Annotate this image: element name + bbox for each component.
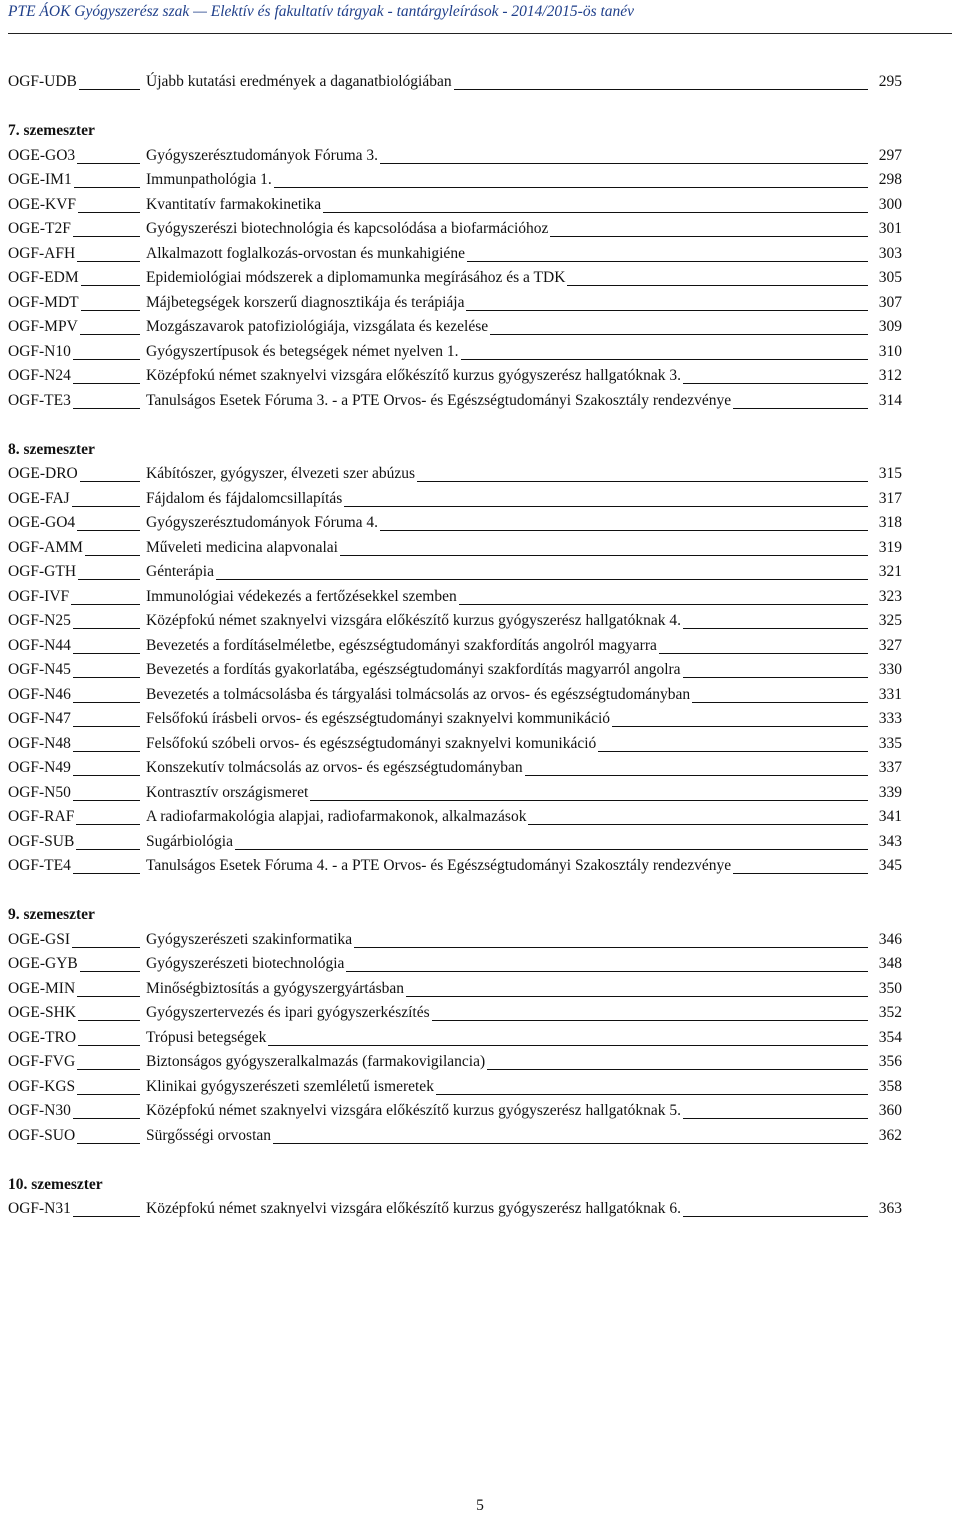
- course-code: OGF-N47: [8, 707, 73, 731]
- toc-entry: [8, 707, 902, 732]
- page-ref: 333: [878, 710, 902, 727]
- page-header: [8, 0, 952, 34]
- page-ref: 301: [878, 220, 902, 237]
- page-ref: 305: [878, 269, 902, 286]
- course-code: OGF-FVG: [8, 1050, 77, 1074]
- course-code: OGE-GO3: [8, 144, 77, 168]
- course-title: Fájdalom és fájdalomcsillapítás: [146, 487, 344, 511]
- spacer: [8, 1148, 902, 1173]
- course-title: Sugárbiológia: [146, 830, 235, 854]
- page-ref: 312: [878, 367, 902, 384]
- course-title: Bevezetés a fordításelméletbe, egészségtudományi szakfordítás angolról magyarra: [146, 634, 659, 658]
- course-code: OGF-N30: [8, 1099, 73, 1123]
- toc-entry: [8, 242, 902, 267]
- page-ref: 298: [878, 171, 902, 188]
- page-ref: 319: [878, 538, 902, 556]
- toc-entry: [8, 168, 902, 193]
- course-title: Gyógyszertípusok és betegségek német nyelven 1.: [146, 340, 461, 364]
- course-code: OGE-TRO: [8, 1026, 78, 1050]
- toc-entry: [8, 952, 902, 977]
- course-code: OGE-SHK: [8, 1001, 78, 1025]
- course-code: OGF-N50: [8, 781, 73, 805]
- course-title: Gyógyszerészeti biotechnológia: [146, 952, 346, 976]
- course-code: OGF-N31: [8, 1197, 73, 1221]
- toc-entry: [8, 315, 902, 340]
- toc-entry: [8, 364, 902, 389]
- toc-entry: [8, 1026, 902, 1051]
- toc-entry: [8, 1075, 902, 1100]
- course-title: Műveleti medicina alapvonalai: [146, 536, 340, 560]
- course-title: Biztonságos gyógyszeralkalmazás (farmakovigilancia): [146, 1050, 487, 1074]
- page-ref: 297: [878, 146, 902, 164]
- page-ref: 318: [878, 514, 902, 531]
- page-number: 5: [476, 1497, 484, 1514]
- page-ref: 330: [878, 661, 902, 678]
- course-code: OGF-N46: [8, 683, 73, 707]
- toc-entry: [8, 1124, 902, 1149]
- toc-entry: [8, 536, 902, 561]
- semester-heading: 8. szemeszter: [8, 440, 95, 458]
- page-ref: 307: [878, 293, 902, 311]
- course-code: OGE-IM1: [8, 168, 74, 192]
- course-title: Felsőfokú írásbeli orvos- és egészségtudományi szaknyelvi kommunikáció: [146, 707, 612, 731]
- course-code: OGF-SUB: [8, 830, 76, 854]
- semester-heading: 9. szemeszter: [8, 906, 95, 923]
- toc-entry: [8, 977, 902, 1002]
- page-ref: 323: [878, 587, 902, 605]
- course-code: OGF-UDB: [8, 70, 79, 94]
- course-code: OGE-KVF: [8, 193, 78, 217]
- course-title: Kvantitatív farmakokinetika: [146, 193, 323, 217]
- toc-entry: [8, 928, 902, 953]
- course-code: OGF-TE3: [8, 389, 73, 413]
- toc-entry: [8, 266, 902, 291]
- toc-entry: [8, 291, 902, 316]
- course-title: Bevezetés a tolmácsolásba és tárgyalási tolmácsolás az orvos- és egészségtudományban: [146, 683, 692, 707]
- course-title: Tanulságos Esetek Fóruma 4. - a PTE Orvos- és Egészségtudományi Szakosztály rendezvénye: [146, 854, 733, 878]
- page-ref: 317: [878, 489, 902, 507]
- course-code: OGF-AMM: [8, 536, 85, 560]
- page-ref: 303: [878, 244, 902, 262]
- toc-entry: [8, 732, 902, 757]
- page-ref: 356: [878, 1053, 902, 1070]
- course-code: OGF-N49: [8, 756, 73, 780]
- course-title: Kontrasztív országismeret: [146, 781, 310, 805]
- page-ref: 346: [878, 930, 902, 948]
- page-ref: 321: [878, 563, 902, 580]
- toc-entry: [8, 658, 902, 683]
- course-title: Bevezetés a fordítás gyakorlatába, egészségtudományi szakfordítás magyarról angolra: [146, 658, 683, 682]
- course-title: A radiofarmakológia alapjai, radiofarmakonok, alkalmazások: [146, 805, 528, 829]
- course-code: OGF-EDM: [8, 266, 81, 290]
- page-ref: 363: [878, 1200, 902, 1217]
- course-title: Gyógyszerésztudományok Fóruma 4.: [146, 511, 380, 535]
- page-ref: 350: [878, 979, 902, 997]
- page-ref: 339: [878, 783, 902, 801]
- toc-entry: [8, 609, 902, 634]
- page-ref: 362: [878, 1126, 902, 1144]
- course-code: OGE-DRO: [8, 462, 80, 486]
- course-code: OGE-T2F: [8, 217, 73, 241]
- table-of-contents: [8, 70, 902, 1222]
- page-ref: 300: [878, 195, 902, 213]
- course-code: OGF-MDT: [8, 291, 81, 315]
- course-title: Felsőfokú szóbeli orvos- és egészségtudományi szaknyelvi komunikáció: [146, 732, 598, 756]
- page-ref: 315: [878, 465, 902, 482]
- course-code: OGF-N25: [8, 609, 73, 633]
- toc-entry: [8, 1001, 902, 1026]
- page-ref: 341: [878, 808, 902, 825]
- course-code: OGF-N24: [8, 364, 73, 388]
- page-ref: 325: [878, 612, 902, 629]
- toc-entry: [8, 193, 902, 218]
- course-title: Mozgászavarok patofiziológiája, vizsgálata és kezelése: [146, 315, 490, 339]
- toc-entry: [8, 340, 902, 365]
- page-ref: 327: [878, 636, 902, 654]
- course-title: Klinikai gyógyszerészeti szemléletű ismeretek: [146, 1075, 436, 1099]
- page-ref: 335: [878, 734, 902, 752]
- course-title: Epidemiológiai módszerek a diplomamunka megírásához és a TDK: [146, 266, 567, 290]
- course-code: OGE-GO4: [8, 511, 77, 535]
- page-ref: 337: [878, 759, 902, 776]
- toc-entry: [8, 756, 902, 781]
- course-title: Középfokú német szaknyelvi vizsgára előkészítő kurzus gyógyszerész hallgatóknak 5.: [146, 1099, 683, 1123]
- toc-entry: [8, 560, 902, 585]
- course-code: OGE-GYB: [8, 952, 80, 976]
- semester-heading: 10. szemeszter: [8, 1175, 103, 1193]
- toc-entry: [8, 634, 902, 659]
- course-title: Immunológiai védekezés a fertőzésekkel szemben: [146, 585, 459, 609]
- toc-entry: [8, 805, 902, 830]
- course-title: Immunpathológia 1.: [146, 168, 274, 192]
- course-code: OGF-N10: [8, 340, 73, 364]
- course-code: OGF-RAF: [8, 805, 76, 829]
- course-code: OGF-N45: [8, 658, 73, 682]
- toc-entry: [8, 389, 902, 414]
- toc-entry: [8, 462, 902, 487]
- course-title: Tanulságos Esetek Fóruma 3. - a PTE Orvos- és Egészségtudományi Szakosztály rendezvénye: [146, 389, 733, 413]
- course-code: OGE-GSI: [8, 928, 72, 952]
- course-title: Középfokú német szaknyelvi vizsgára előkészítő kurzus gyógyszerész hallgatóknak 3.: [146, 364, 683, 388]
- toc-entry: [8, 683, 902, 708]
- page-ref: 358: [878, 1077, 902, 1095]
- semester-heading: 7. szemeszter: [8, 122, 95, 139]
- toc-entry: [8, 781, 902, 806]
- page-ref: 310: [878, 342, 902, 360]
- course-title: Alkalmazott foglalkozás-orvostan és munkahigiéne: [146, 242, 467, 266]
- toc-entry: [8, 1099, 902, 1124]
- page-ref: 348: [878, 955, 902, 972]
- page-ref: 343: [878, 832, 902, 850]
- spacer: [8, 95, 902, 120]
- page-ref: 295: [878, 73, 902, 90]
- toc-entry: [8, 70, 902, 95]
- toc-entry: [8, 144, 902, 169]
- toc-entry: [8, 217, 902, 242]
- title-leader-line: [146, 579, 868, 580]
- course-title: Középfokú német szaknyelvi vizsgára előkészítő kurzus gyógyszerész hallgatóknak 4.: [146, 609, 683, 633]
- title-leader-line: [146, 849, 868, 850]
- course-code: OGF-N48: [8, 732, 73, 756]
- course-title: Gyógyszerészeti szakinformatika: [146, 928, 354, 952]
- toc-entry: [8, 1197, 902, 1222]
- course-title: Sürgősségi orvostan: [146, 1124, 273, 1148]
- toc-entry: [8, 1050, 902, 1075]
- course-title: Gyógyszerésztudományok Fóruma 3.: [146, 144, 380, 168]
- course-title: Kábítószer, gyógyszer, élvezeti szer abúzus: [146, 462, 417, 486]
- course-title: Újabb kutatási eredmények a daganatbiológiában: [146, 70, 454, 94]
- course-title: Gyógyszertervezés és ipari gyógyszerkészítés: [146, 1001, 432, 1025]
- spacer: [8, 879, 902, 904]
- course-code: OGF-TE4: [8, 854, 73, 878]
- page-ref: 345: [878, 857, 902, 874]
- spacer: [8, 413, 902, 438]
- header-title: PTE ÁOK Gyógyszerész szak — Elektív és fakultatív tárgyak - tantárgyleírások - 2014/2015-ös tanév: [8, 3, 635, 20]
- page-ref: 360: [878, 1102, 902, 1119]
- page-ref: 331: [878, 685, 902, 703]
- page-ref: 352: [878, 1004, 902, 1021]
- course-title: Középfokú német szaknyelvi vizsgára előkészítő kurzus gyógyszerész hallgatóknak 6.: [146, 1197, 683, 1221]
- toc-entry: [8, 854, 902, 879]
- course-code: OGF-KGS: [8, 1075, 77, 1099]
- course-title: Génterápia: [146, 560, 216, 584]
- page-ref: 309: [878, 318, 902, 335]
- toc-entry: [8, 830, 902, 855]
- page-ref: 314: [878, 391, 902, 409]
- course-title: Minőségbiztosítás a gyógyszergyártásban: [146, 977, 406, 1001]
- course-code: OGE-MIN: [8, 977, 77, 1001]
- course-title: Gyógyszerészi biotechnológia és kapcsolódása a biofarmációhoz: [146, 217, 550, 241]
- course-code: OGE-FAJ: [8, 487, 72, 511]
- course-title: Májbetegségek korszerű diagnosztikája és terápiája: [146, 291, 466, 315]
- toc-entry: [8, 487, 902, 512]
- toc-entry: [8, 511, 902, 536]
- course-code: OGF-SUO: [8, 1124, 77, 1148]
- course-code: OGF-GTH: [8, 560, 78, 584]
- course-code: OGF-IVF: [8, 585, 71, 609]
- page-ref: 354: [878, 1028, 902, 1046]
- toc-entry: [8, 585, 902, 610]
- course-title: Konszekutív tolmácsolás az orvos- és egészségtudományban: [146, 756, 525, 780]
- course-code: OGF-AFH: [8, 242, 77, 266]
- course-title: Trópusi betegségek: [146, 1026, 268, 1050]
- course-code: OGF-MPV: [8, 315, 80, 339]
- course-code: OGF-N44: [8, 634, 73, 658]
